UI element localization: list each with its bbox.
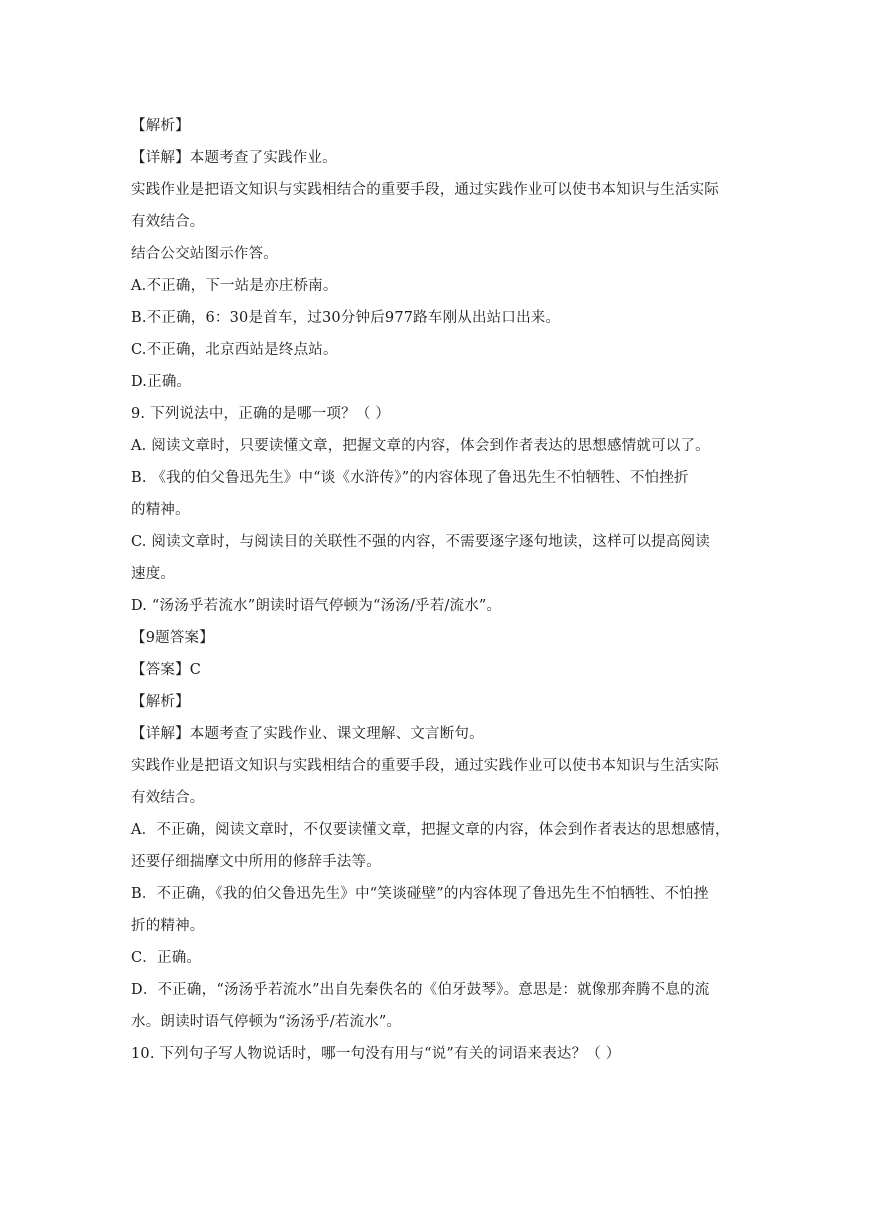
text-line: 实践作业是把语文知识与实践相结合的重要手段，通过实践作业可以使书本知识与生活实际 [131,182,719,198]
detail-heading: 【详解】本题考查了实践作业。 [131,150,337,166]
text-line: 有效结合。 [131,790,205,806]
question-9-option-b-cont: 的精神。 [131,502,190,518]
question-9-option-c-cont: 速度。 [131,566,176,582]
explanation-c: C．正确。 [131,950,202,966]
text-line: 结合公交站图示作答。 [131,246,278,262]
question-9: 9. 下列说法中，正确的是哪一项？（ ） [131,406,391,422]
text-line: 实践作业是把语文知识与实践相结合的重要手段，通过实践作业可以使书本知识与生活实际 [131,758,719,774]
answer-heading: 【9题答案】 [131,630,214,646]
detail-heading: 【详解】本题考查了实践作业、课文理解、文言断句。 [131,726,484,742]
option-b-explanation: B.不正确，6：30是首车，过30分钟后977路车刚从出站口出来。 [131,310,561,326]
analysis-heading: 【解析】 [131,118,190,134]
question-9-option-b: B. 《我的伯父鲁迅先生》中“谈《水浒传》”的内容体现了鲁迅先生不怕牺牲、不怕挫折 [131,470,689,486]
explanation-a: A．不正确，阅读文章时，不仅要读懂文章，把握文章的内容，体会到作者表达的思想感情， [131,822,730,838]
explanation-d-cont: 水。朗读时语气停顿为“汤汤乎/若流水”。 [131,1014,402,1030]
question-9-option-c: C. 阅读文章时，与阅读目的关联性不强的内容，不需要逐字逐句地读，这样可以提高阅读 [131,534,710,550]
explanation-d: D．不正确，“汤汤乎若流水”出自先秦佚名的《伯牙鼓琴》。意思是：就像那奔腾不息的流 [131,982,710,998]
option-c-explanation: C.不正确，北京西站是终点站。 [131,342,338,358]
explanation-a-cont: 还要仔细揣摩文中所用的修辞手法等。 [131,854,381,870]
analysis-heading: 【解析】 [131,694,190,710]
document-body [131,110,741,1070]
text-line: 有效结合。 [131,214,205,230]
question-9-option-d: D. “汤汤乎若流水”朗读时语气停顿为“汤汤/乎若/流水”。 [131,598,502,614]
question-10: 10. 下列句子写人物说话时，哪一句没有用与“说”有关的词语来表达？（ ） [131,1046,621,1062]
question-9-option-a: A. 阅读文章时，只要读懂文章，把握文章的内容，体会到作者表达的思想感情就可以了。 [131,438,710,454]
option-d-explanation: D.正确。 [131,374,192,390]
explanation-b-cont: 折的精神。 [131,918,205,934]
explanation-b: B．不正确，《我的伯父鲁迅先生》中“笑谈碰壁”的内容体现了鲁迅先生不怕牺牲、不怕挫 [131,886,709,902]
option-a-explanation: A.不正确，下一站是亦庄桥南。 [131,278,338,294]
answer-value: 【答案】C [131,662,202,678]
